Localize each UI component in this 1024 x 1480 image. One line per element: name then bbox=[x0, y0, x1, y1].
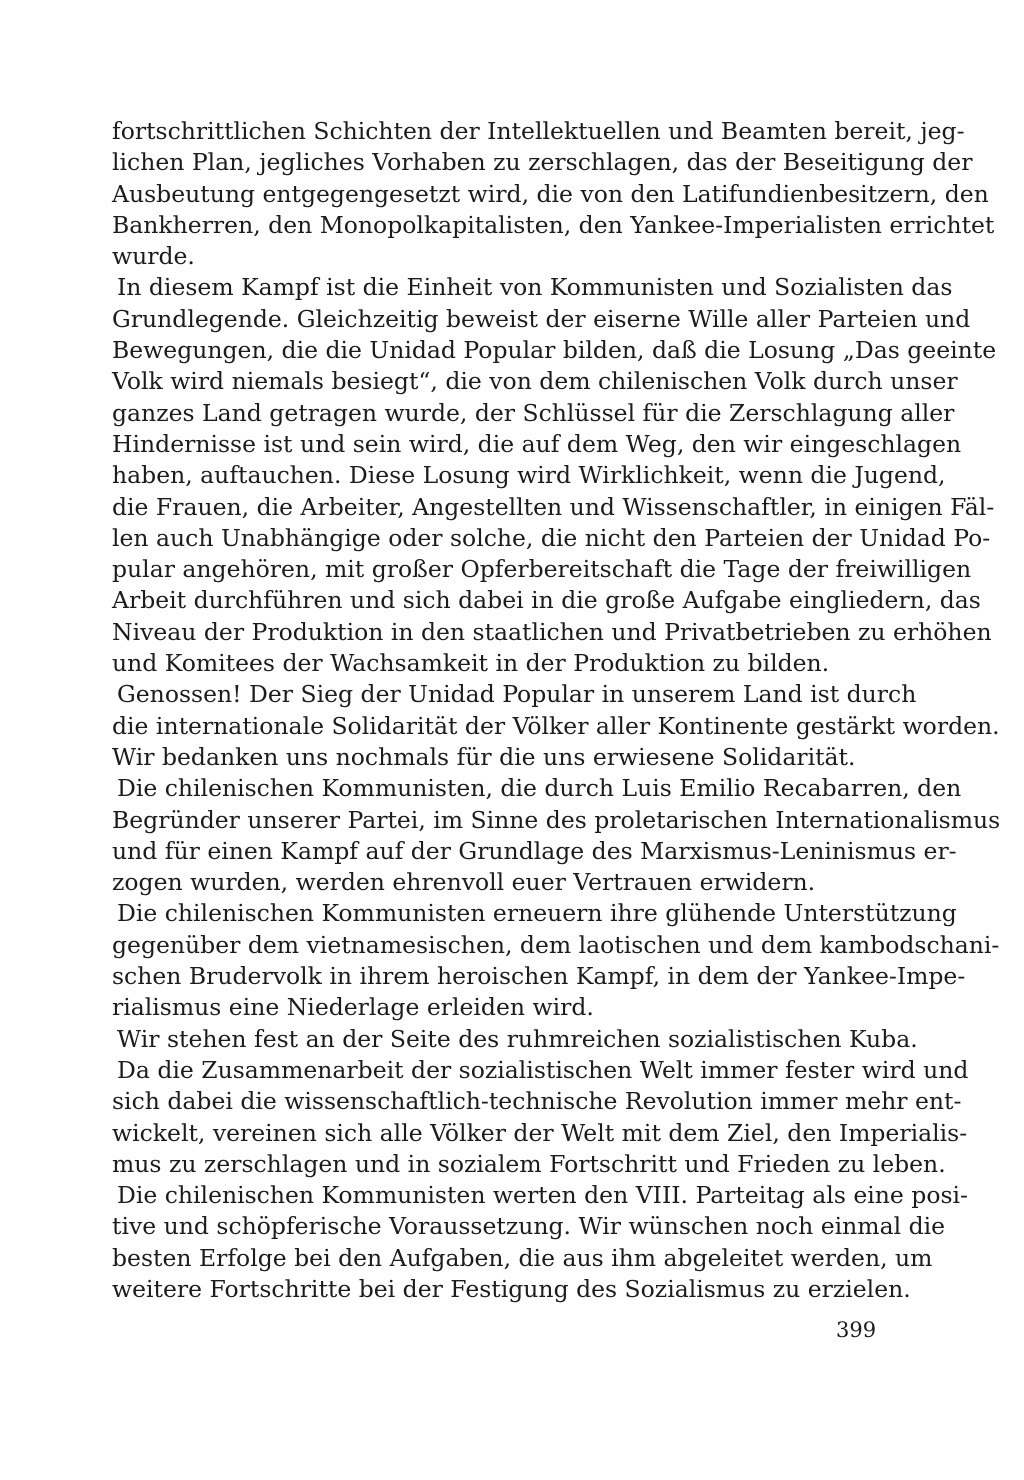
text-line: Begründer unserer Partei, im Sinne des proletarischen Internationalismus bbox=[112, 805, 1001, 834]
text-line: wickelt, vereinen sich alle Völker der Welt mit dem Ziel, den Imperialis- bbox=[112, 1118, 968, 1147]
paragraph bbox=[112, 679, 1000, 773]
text-line: haben, auftauchen. Diese Losung wird Wirklichkeit, wenn die Jugend, bbox=[112, 461, 946, 490]
text-line: Arbeit durchführen und sich dabei in die große Aufgabe eingliedern, das bbox=[112, 586, 981, 615]
text-line: gegenüber dem vietnamesischen, dem laotischen und dem kambodschani- bbox=[112, 930, 1000, 959]
text-line: Niveau der Produktion in den staatlichen und Privatbetrieben zu erhöhen bbox=[112, 617, 992, 646]
text-line: len auch Unabhängige oder solche, die nicht den Parteien der Unidad Po- bbox=[112, 523, 991, 552]
text-line: schen Brudervolk in ihrem heroischen Kampf, in dem der Yankee-Impe- bbox=[112, 962, 966, 991]
paragraph bbox=[112, 773, 1001, 898]
text-line: Die chilenischen Kommunisten erneuern ihre glühende Unterstützung bbox=[117, 899, 957, 928]
text-line: pular angehören, mit großer Opferbereitschaft die Tage der freiwilligen bbox=[112, 555, 972, 584]
text-line: Wir stehen fest an der Seite des ruhmreichen sozialistischen Kuba. bbox=[117, 1024, 918, 1053]
paragraph bbox=[112, 116, 995, 272]
text-line: Volk wird niemals besiegt“, die von dem chilenischen Volk durch unser bbox=[112, 367, 958, 396]
text-line: die internationale Solidarität der Völker aller Kontinente gestärkt worden. bbox=[112, 711, 1000, 740]
text-line: lichen Plan, jegliches Vorhaben zu zerschlagen, das der Beseitigung der bbox=[112, 148, 973, 177]
page-number: 399 bbox=[836, 1318, 877, 1342]
text-line: Grundlegende. Gleichzeitig beweist der eiserne Wille aller Parteien und bbox=[112, 304, 971, 333]
text-line: wurde. bbox=[112, 242, 195, 271]
text-line: Die chilenischen Kommunisten werten den VIII. Parteitag als eine posi- bbox=[117, 1181, 968, 1210]
text-line: fortschrittlichen Schichten der Intellektuellen und Beamten bereit, jeg- bbox=[112, 117, 965, 145]
text-line: Genossen! Der Sieg der Unidad Popular in unserem Land ist durch bbox=[117, 680, 917, 709]
paragraph bbox=[112, 272, 997, 679]
text-line: mus zu zerschlagen und in sozialem Fortschritt und Frieden zu leben. bbox=[112, 1149, 946, 1178]
paragraph bbox=[112, 1024, 918, 1055]
text-line: die Frauen, die Arbeiter, Angestellten und Wissenschaftler, in einigen Fäl- bbox=[112, 492, 995, 521]
text-line: Bankherren, den Monopolkapitalisten, den Yankee-Imperialisten errichtet bbox=[112, 210, 995, 239]
text-line: tive und schöpferische Voraussetzung. Wir wünschen noch einmal die bbox=[112, 1212, 946, 1241]
text-line: Bewegungen, die die Unidad Popular bilden, daß die Losung „Das geeinte bbox=[112, 336, 997, 365]
text-line: In diesem Kampf ist die Einheit von Kommunisten und Sozialisten das bbox=[117, 273, 953, 302]
paragraph bbox=[112, 1055, 969, 1180]
body-text bbox=[112, 116, 1001, 1305]
text-line: zogen wurden, werden ehrenvoll euer Vertrauen erwidern. bbox=[112, 868, 816, 897]
text-line: ganzes Land getragen wurde, der Schlüssel für die Zerschlagung aller bbox=[112, 398, 955, 427]
text-line: Ausbeutung entgegengesetzt wird, die von den Latifundienbesitzern, den bbox=[112, 179, 989, 208]
text-line: und für einen Kampf auf der Grundlage des Marxismus-Leninismus er- bbox=[112, 836, 957, 865]
text-line: Hindernisse ist und sein wird, die auf dem Weg, den wir eingeschlagen bbox=[112, 429, 962, 458]
text-line: und Komitees der Wachsamkeit in der Produktion zu bilden. bbox=[112, 649, 830, 678]
text-line: rialismus eine Niederlage erleiden wird. bbox=[112, 993, 594, 1022]
text-line: Wir bedanken uns nochmals für die uns erwiesene Solidarität. bbox=[112, 742, 856, 771]
text-line: weitere Fortschritte bei der Festigung des Sozialismus zu erzielen. bbox=[112, 1274, 911, 1303]
paragraph bbox=[112, 1180, 968, 1305]
text-line: Da die Zusammenarbeit der sozialistischen Welt immer fester wird und bbox=[117, 1055, 969, 1084]
text-line: Die chilenischen Kommunisten, die durch Luis Emilio Recabarren, den bbox=[117, 774, 962, 803]
paragraph bbox=[112, 898, 1000, 1023]
text-line: besten Erfolge bei den Aufgaben, die aus ihm abgeleitet werden, um bbox=[112, 1243, 933, 1272]
text-line: sich dabei die wissenschaftlich-technische Revolution immer mehr ent- bbox=[112, 1087, 962, 1116]
